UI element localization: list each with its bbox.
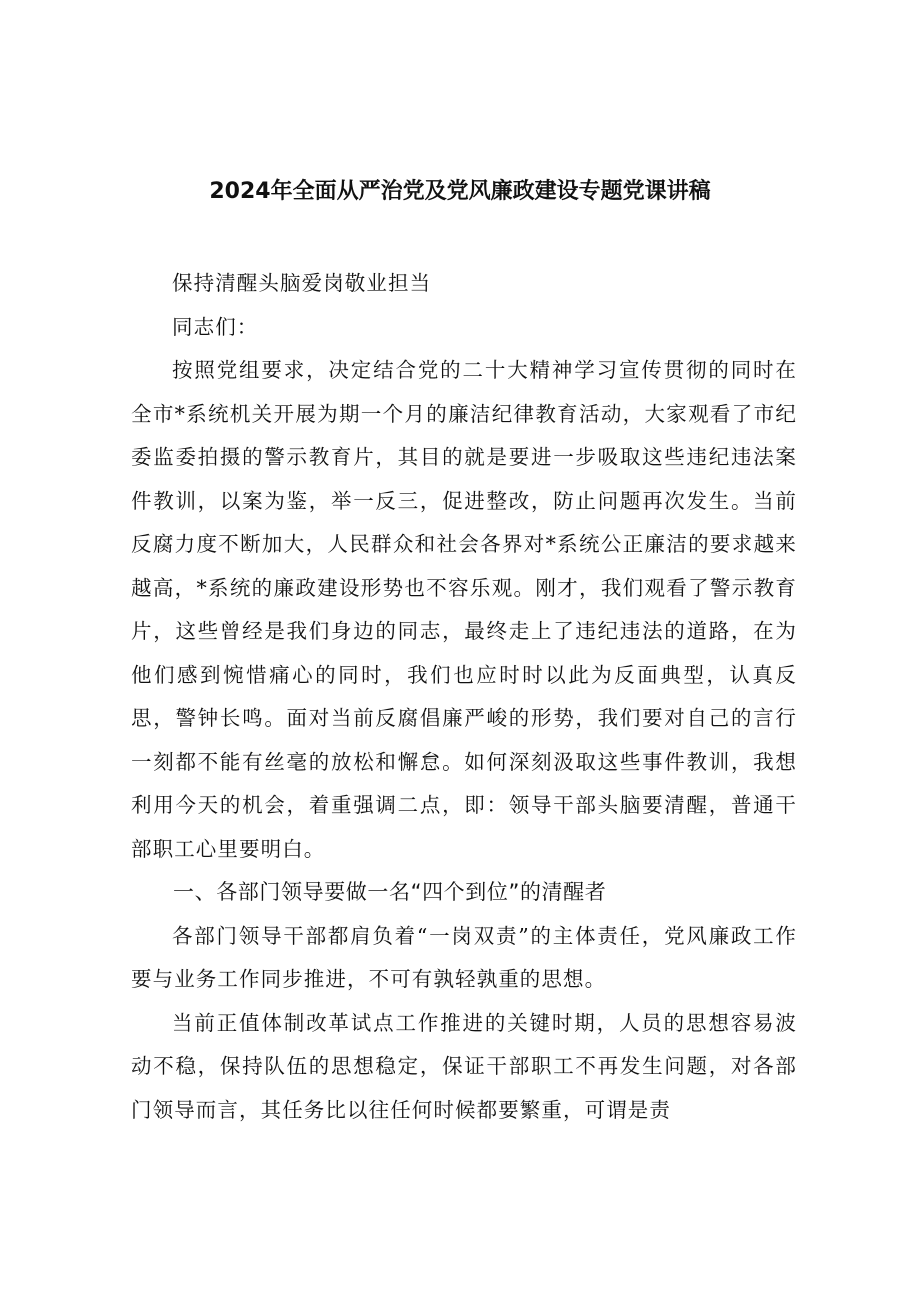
paragraph-subtitle: 保持清醒头脑爱岗敬业担当 bbox=[172, 271, 432, 295]
section-heading-1: 一、各部门领导要做一名“四个到位”的清醒者 bbox=[173, 880, 607, 904]
paragraph-section1-b: 当前正值体制改革试点工作推进的关键时期，人员的思想容易波动不稳，保持队伍的思想稳定，保证干部职工不再发生问题，对各部门领导而言，其任务比以往任何时候都要繁重，可谓是责 bbox=[131, 1010, 797, 1122]
paragraph-salutation: 同志们： bbox=[172, 314, 259, 339]
page-title: 2024年全面从严治党及党风廉政建设专题党课讲稿 bbox=[209, 179, 711, 204]
document-body bbox=[131, 262, 797, 1132]
paragraph-intro: 按照党组要求，决定结合党的二十大精神学习宣传贯彻的同时在全市*系统机关开展为期一个月的廉洁纪律教育活动，大家观看了市纪委监委拍摄的警示教育片，其目的就是要进一步吸取这些违纪违法案件教训，以案为鉴，举一反三，促进整改，防止问题再次发生。当前反腐力度不断加大，人民群众和社会各界对*系统公正廉洁的要求越来越高，*系统的廉政建设形势也不容乐观。刚才，我们观看了警示教育片，这些曾经是我们身边的同志，最终走上了违纪违法的道路，在为他们感到惋惜痛心的同时，我们也应时时以此为反面典型，认真反思，警钟长鸣。面对当前反腐倡廉严峻的形势，我们要对自己的言行一刻都不能有丝毫的放松和懈怠。如何深刻汲取这些事件教训，我想利用今天的机会，着重强调二点，即：领导干部头脑要清醒，普通干部职工心里要明白。 bbox=[131, 358, 797, 861]
paragraph-section1-a: 各部门领导干部都肩负着“一岗双责”的主体责任，党风廉政工作要与业务工作同步推进，不可有孰轻孰重的思想。 bbox=[131, 923, 797, 991]
